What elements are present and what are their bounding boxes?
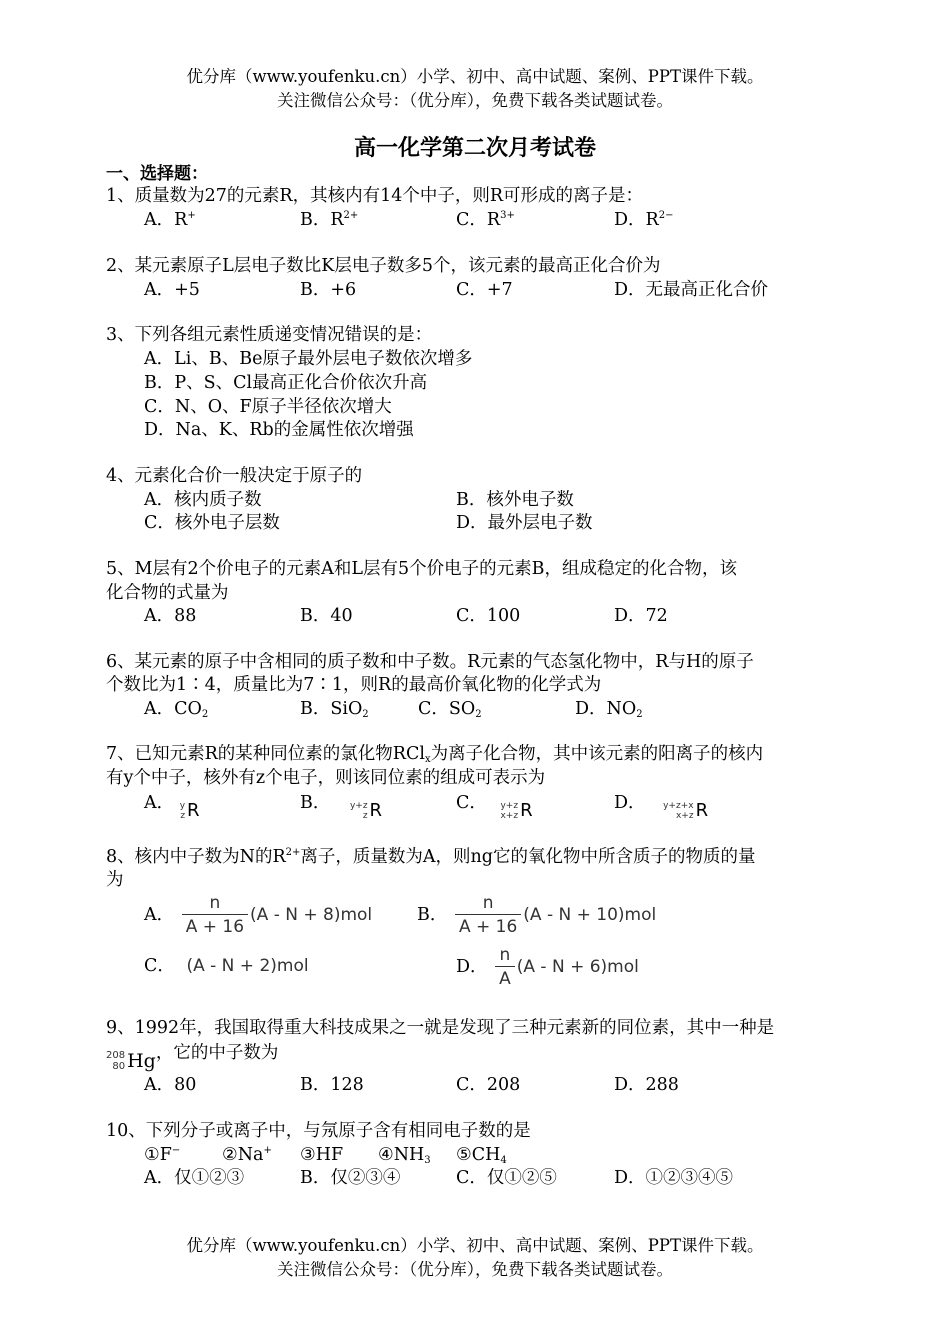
option-c: C．208: [456, 1075, 521, 1095]
option-label: D．: [614, 793, 646, 813]
atomic-number: 80: [112, 1061, 126, 1072]
option-d: [614, 209, 673, 231]
question-stem-line-1: [106, 743, 763, 765]
numerator: n: [209, 893, 221, 913]
option-label: B．: [417, 905, 448, 925]
option-a: [144, 698, 208, 720]
question-stem: 2、某元素原子L层电子数比K层电子数多5个，该元素的最高正化合价为: [106, 256, 661, 276]
numerator: n: [482, 893, 494, 913]
item-2: [222, 1144, 272, 1166]
element-symbol: R: [369, 800, 383, 821]
mass-number: 208: [106, 1050, 126, 1061]
option-d: D．无最高正化合价: [614, 280, 769, 300]
stem-text: 8、核内中子数为N的R: [106, 847, 286, 867]
question-stem-line-2: [106, 1042, 278, 1072]
option-label: C．: [456, 793, 487, 813]
option-label: A．: [144, 793, 175, 813]
nuclide-hg: [106, 1050, 156, 1072]
denominator: A + 16: [182, 914, 248, 939]
footer-line-2: 关注微信公众号：（优分库），免费下载各类试题试卷。: [277, 1260, 673, 1279]
item-5: [456, 1144, 507, 1166]
option-label: D．: [456, 957, 488, 977]
option-b: B．+6: [300, 280, 357, 300]
item-3: ③HF: [300, 1145, 344, 1165]
question-stem-line-2: 个数比为1∶4，质量比为7∶1，则R的最高价氧化物的化学式为: [106, 675, 602, 695]
option-d: D．Na、K、Rb的金属性依次增强: [144, 420, 414, 440]
stem-text: 为离子化合物，其中该元素的阳离子的核内: [430, 744, 764, 764]
option-c: [418, 698, 482, 720]
option-sub: 2: [475, 709, 482, 720]
option-c: [456, 792, 533, 822]
option-text: B．SiO: [300, 699, 363, 719]
question-stem-line-1: [106, 846, 755, 868]
option-sup: 3+: [500, 210, 515, 221]
option-c: C．100: [456, 606, 521, 626]
expression: (A - N + 8)mol: [250, 905, 373, 925]
option-a: A．仅①②③: [144, 1168, 245, 1188]
question-stem: 4、元素化合价一般决定于原子的: [106, 466, 363, 486]
item-sup: −: [171, 1145, 181, 1156]
item-sub: 4: [500, 1155, 507, 1166]
question-stem-line-1: 9、1992年，我国取得重大科技成果之一就是发现了三种元素新的同位素，其中一种是: [106, 1018, 775, 1038]
question-stem-line-2: 为: [106, 870, 124, 890]
option-sub: 2: [201, 709, 209, 720]
mass-number: y: [179, 801, 186, 811]
option-a: A．核内质子数: [144, 490, 262, 510]
option-sup: 2+: [343, 210, 359, 221]
option-c: C．N、O、F原子半径依次增大: [144, 397, 392, 417]
section-heading: 一、选择题：: [106, 164, 208, 184]
element-symbol: R: [520, 800, 533, 821]
option-b: [300, 792, 382, 822]
item-4: [378, 1144, 431, 1166]
option-d: D．288: [614, 1075, 679, 1095]
option-a: A．+5: [144, 280, 200, 300]
stem-text: 7、已知元素R的某种同位素的氯化物RCl: [106, 744, 425, 764]
option-d: D．最外层电子数: [456, 513, 593, 533]
option-a: A．80: [144, 1075, 197, 1095]
stem-sub: x: [424, 754, 431, 765]
option-d: [456, 944, 639, 991]
atomic-number: z: [362, 811, 368, 821]
atomic-number: x+z: [675, 811, 694, 821]
question-stem: 3、下列各组元素性质递变情况错误的是：: [106, 325, 433, 345]
item-text: ②Na: [222, 1145, 264, 1165]
expression: (A - N + 6)mol: [516, 957, 639, 977]
expression: (A - N + 2)mol: [186, 956, 309, 976]
option-label: A．: [144, 905, 175, 925]
mass-number: y+z+x: [663, 801, 694, 811]
option-b: [300, 698, 369, 720]
option-sup: +: [187, 210, 196, 221]
nuclide: [500, 800, 532, 822]
option-a: A．88: [144, 606, 197, 626]
question-stem-line-2: 化合物的式量为: [106, 583, 229, 603]
option-sub: 2: [636, 709, 643, 720]
header-line-1: 优分库（www.youfenku.cn）小学、初中、高中试题、案例、PPT课件下载。: [186, 67, 764, 86]
option-b: B．核外电子数: [456, 490, 574, 510]
fraction: [495, 944, 515, 991]
mass-number: y+z: [500, 801, 519, 811]
element-symbol: R: [187, 800, 200, 821]
question-stem: 1、质量数为27的元素R，其核内有14个中子，则R可形成的离子是：: [106, 186, 644, 206]
option-c: C．仅①②⑤: [456, 1168, 557, 1188]
option-text: A．R: [144, 210, 188, 230]
expression: (A - N + 10)mol: [523, 905, 657, 925]
nuclide: [663, 800, 708, 822]
option-a: [144, 209, 196, 231]
nuclide: [180, 800, 200, 822]
atomic-number: x+z: [500, 811, 519, 821]
item-text: ④NH: [378, 1145, 425, 1165]
question-stem-line-1: 5、M层有2个价电子的元素A和L层有5个价电子的元素B，组成稳定的化合物，该: [106, 559, 737, 579]
question-stem: 10、下列分子或离子中，与氖原子含有相同电子数的是: [106, 1121, 531, 1141]
option-text: B．R: [300, 210, 344, 230]
option-d: D．72: [614, 606, 668, 626]
option-label: B．: [300, 793, 331, 813]
option-sup: 2−: [658, 210, 674, 221]
denominator: A + 16: [455, 914, 521, 939]
nuclide: [350, 800, 382, 822]
question-stem-line-2: 有y个中子，核外有z个电子，则该同位素的组成可表示为: [106, 768, 546, 788]
fraction: [455, 892, 521, 939]
numerator: n: [499, 945, 511, 965]
header-line-2: 关注微信公众号：（优分库），免费下载各类试题试卷。: [277, 91, 673, 110]
option-d: [575, 698, 643, 720]
option-sub: 2: [362, 709, 369, 720]
option-a: [144, 792, 200, 822]
option-b: [417, 892, 656, 939]
stem-text: 离子，质量数为A，则ng它的氧化物中所含质子的物质的量: [300, 847, 756, 867]
page-title: 高一化学第二次月考试卷: [353, 135, 596, 161]
option-b: B．40: [300, 606, 353, 626]
element-symbol: Hg: [127, 1050, 156, 1072]
footer-line-1: 优分库（www.youfenku.cn）小学、初中、高中试题、案例、PPT课件下载。: [186, 1236, 764, 1255]
option-b: [300, 209, 358, 231]
option-label: C．: [144, 956, 175, 976]
option-b: B．P、S、Cl最高正化合价依次升高: [144, 373, 428, 393]
question-stem-line-1: 6、某元素的原子中含相同的质子数和中子数。R元素的气态氢化物中，R与H的原子: [106, 652, 754, 672]
stem-sup: 2+: [285, 847, 301, 858]
option-b: B．仅②③④: [300, 1168, 401, 1188]
atomic-number: z: [180, 811, 186, 821]
fraction: [182, 892, 248, 939]
option-d: [614, 792, 708, 822]
mass-number: y+z: [349, 801, 368, 811]
option-c: [144, 955, 309, 977]
option-text: D．NO: [575, 699, 637, 719]
option-c: C．+7: [456, 280, 513, 300]
item-sub: 3: [424, 1155, 431, 1166]
option-text: C．SO: [418, 699, 476, 719]
option-text: A．CO: [144, 699, 202, 719]
item-sup: +: [263, 1145, 272, 1156]
option-c: [456, 209, 515, 231]
element-symbol: R: [695, 800, 709, 821]
option-b: B．128: [300, 1075, 364, 1095]
stem-text: ，它的中子数为: [155, 1043, 279, 1063]
option-d: D．①②③④⑤: [614, 1168, 734, 1188]
option-text: D．R: [614, 210, 659, 230]
option-text: C．R: [456, 210, 501, 230]
option-c: C．核外电子层数: [144, 513, 280, 533]
denominator: A: [495, 966, 515, 991]
item-1: [144, 1144, 180, 1166]
item-text: ①F: [144, 1145, 172, 1165]
item-text: ⑤CH: [456, 1145, 501, 1165]
option-a: A．Li、B、Be原子最外层电子数依次增多: [144, 349, 473, 369]
option-a: [144, 892, 372, 939]
